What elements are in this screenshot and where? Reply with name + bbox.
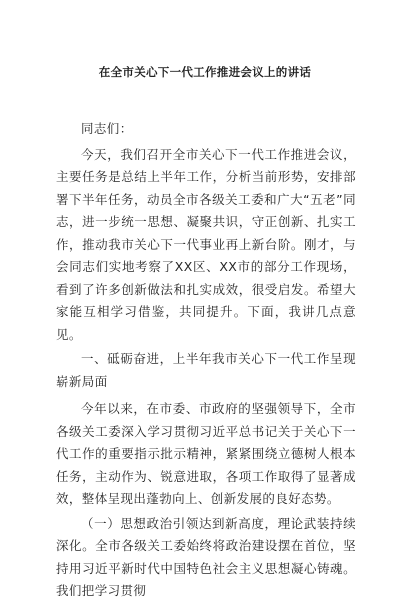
- document-title: 在全市关心下一代工作推进会议上的讲话: [98, 65, 312, 79]
- document-body: [56, 118, 356, 603]
- paragraph-intro: 今天，我们召开全市关心下一代工作推进会议，主要任务是总结上半年工作，分析当前形势，安排部署下半年任务，动员全市各级关工委和广大“五老”同志，进一步统一思想、凝聚共识，守正创新、扎实工作，推动我市关心下一代事业再上新台阶。刚才，与会同志们实地考察了XX区、XX市的部分工作现场，看到了许多创新做法和扎实成效，很受启发。希望大家能互相学习借鉴，共同提升。下面，我讲几点意见。: [56, 146, 356, 342]
- paragraph-overview: 今年以来，在市委、市政府的坚强领导下，全市各级关工委深入学习贯彻习近平总书记关于关心下一代工作的重要指示批示精神，紧紧围绕立德树人根本任务，主动作为、锐意进取，各项工作取得了显著成效，整体呈现出蓬勃向上、创新发展的良好态势。: [56, 401, 356, 506]
- section-heading-1: 一、砥砺奋进，上半年我市关心下一代工作呈现崭新局面: [56, 351, 356, 389]
- subsection-1: （一）思想政治引领达到新高度，理论武装持续深化。全市各级关工委始终将政治建设摆在首位，坚持用习近平新时代中国特色社会主义思想凝心铸魂。我们把学习贯彻: [56, 515, 356, 598]
- salutation: 同志们：: [81, 121, 133, 136]
